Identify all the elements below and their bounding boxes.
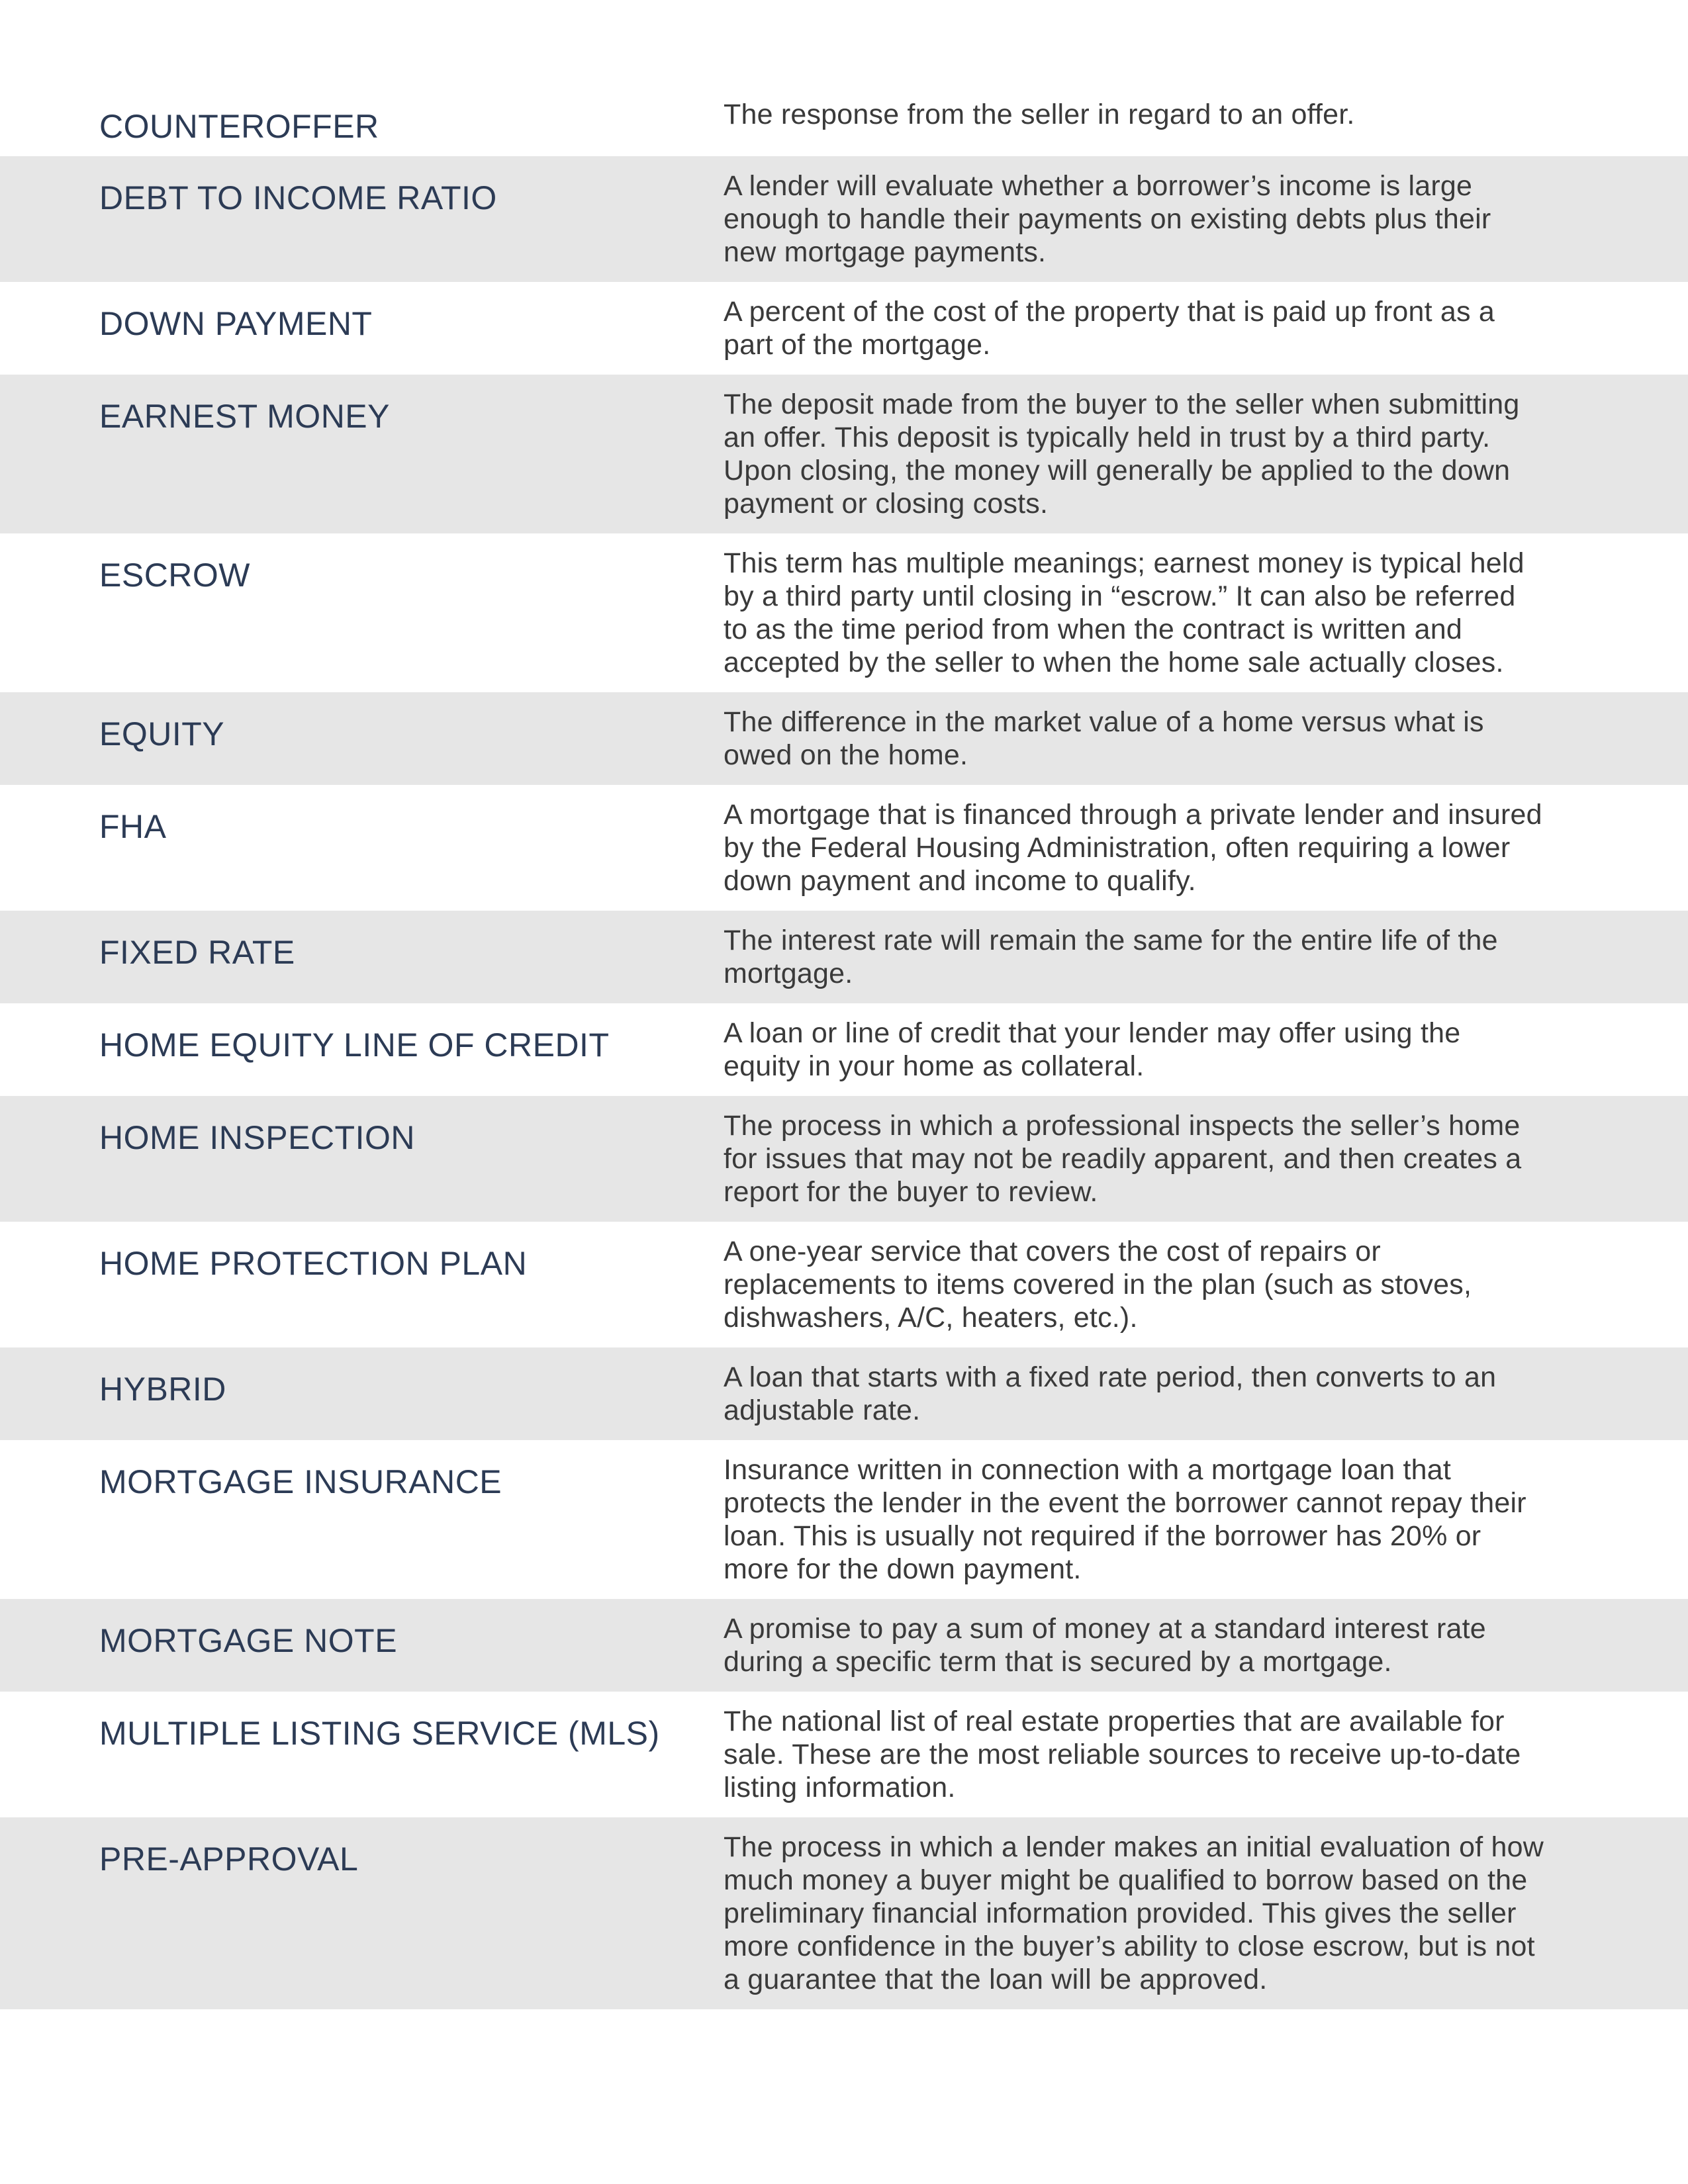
glossary-term: DEBT TO INCOME RATIO [99,179,497,216]
glossary-definition: A percent of the cost of the property that is paid up front as a part of the mortgage. [724,296,1495,361]
glossary-term: FIXED RATE [99,934,295,971]
glossary-row [0,1692,1688,1817]
glossary-term: COUNTEROFFER [99,108,379,145]
glossary-term: EARNEST MONEY [99,398,390,435]
glossary-definition: The difference in the market value of a home versus what is owed on the home. [724,706,1484,771]
glossary-row [0,692,1688,785]
glossary-definition: A mortgage that is financed through a private lender and insured by the Federal Housing Administration, often requiring a lower down payment and income to qualify. [724,799,1542,897]
glossary-row [0,533,1688,692]
glossary-row [0,785,1688,911]
glossary-term: MULTIPLE LISTING SERVICE (MLS) [99,1715,660,1752]
glossary-term: HOME PROTECTION PLAN [99,1245,528,1282]
glossary-definition: Insurance written in connection with a mortgage loan that protects the lender in the event the borrower cannot repay their loan. This is usually not required if the borrower has 20% or more for the down payment. [724,1454,1526,1585]
glossary-row [0,156,1688,282]
glossary-row [0,1440,1688,1599]
glossary-row [0,911,1688,1003]
glossary-table [0,85,1688,2009]
glossary-definition: A loan that starts with a fixed rate period, then converts to an adjustable rate. [724,1361,1497,1426]
glossary-term: HOME EQUITY LINE OF CREDIT [99,1026,610,1064]
glossary-row [0,1817,1688,2009]
glossary-definition: A one-year service that covers the cost of repairs or replacements to items covered in the plan (such as stoves, dishwashers, A/C, heaters, etc.). [724,1236,1472,1334]
glossary-definition: A lender will evaluate whether a borrower’s income is large enough to handle their payments on existing debts plus their new mortgage payments. [724,170,1491,268]
glossary-row [0,282,1688,375]
glossary-term: EQUITY [99,715,225,752]
glossary-term: MORTGAGE NOTE [99,1622,398,1659]
glossary-row [0,85,1688,156]
glossary-row [0,1096,1688,1222]
glossary-definition: The deposit made from the buyer to the seller when submitting an offer. This deposit is typically held in trust by a third party. Upon closing, the money will generally be applied to the down payment or closing costs. [724,388,1520,520]
glossary-row [0,1599,1688,1692]
glossary-definition: The national list of real estate properties that are available for sale. These are the most reliable sources to receive up-to-date listing information. [724,1706,1521,1803]
glossary-term: PRE-APPROVAL [99,1841,359,1878]
glossary-definition: A promise to pay a sum of money at a standard interest rate during a specific term that is secured by a mortgage. [724,1613,1486,1678]
glossary-term: HYBRID [99,1371,226,1408]
glossary-definition: The process in which a lender makes an initial evaluation of how much money a buyer might be qualified to borrow based on the preliminary financial information provided. This gives the seller more confidence in the buyer’s ability to close escrow, but is not a guarantee that the loan will be approved. [724,1831,1544,1995]
glossary-definition: The response from the seller in regard to an offer. [724,99,1355,130]
glossary-definition: A loan or line of credit that your lender may offer using the equity in your home as collateral. [724,1017,1461,1082]
glossary-term: MORTGAGE INSURANCE [99,1463,502,1500]
glossary-row [0,1222,1688,1347]
glossary-row [0,1003,1688,1096]
glossary-row [0,1347,1688,1440]
glossary-term: FHA [99,808,167,845]
glossary-term: ESCROW [99,557,250,594]
glossary-definition: This term has multiple meanings; earnest money is typical held by a third party until closing in “escrow.” It can also be referred to as the time period from when the contract is written and accepted by the seller to when the home sale actually closes. [724,547,1524,678]
glossary-term: HOME INSPECTION [99,1119,415,1156]
glossary-row [0,375,1688,533]
glossary-definition: The interest rate will remain the same for the entire life of the mortgage. [724,925,1498,989]
glossary-definition: The process in which a professional inspects the seller’s home for issues that may not be readily apparent, and then creates a report for the buyer to review. [724,1110,1522,1208]
glossary-term: DOWN PAYMENT [99,305,373,342]
